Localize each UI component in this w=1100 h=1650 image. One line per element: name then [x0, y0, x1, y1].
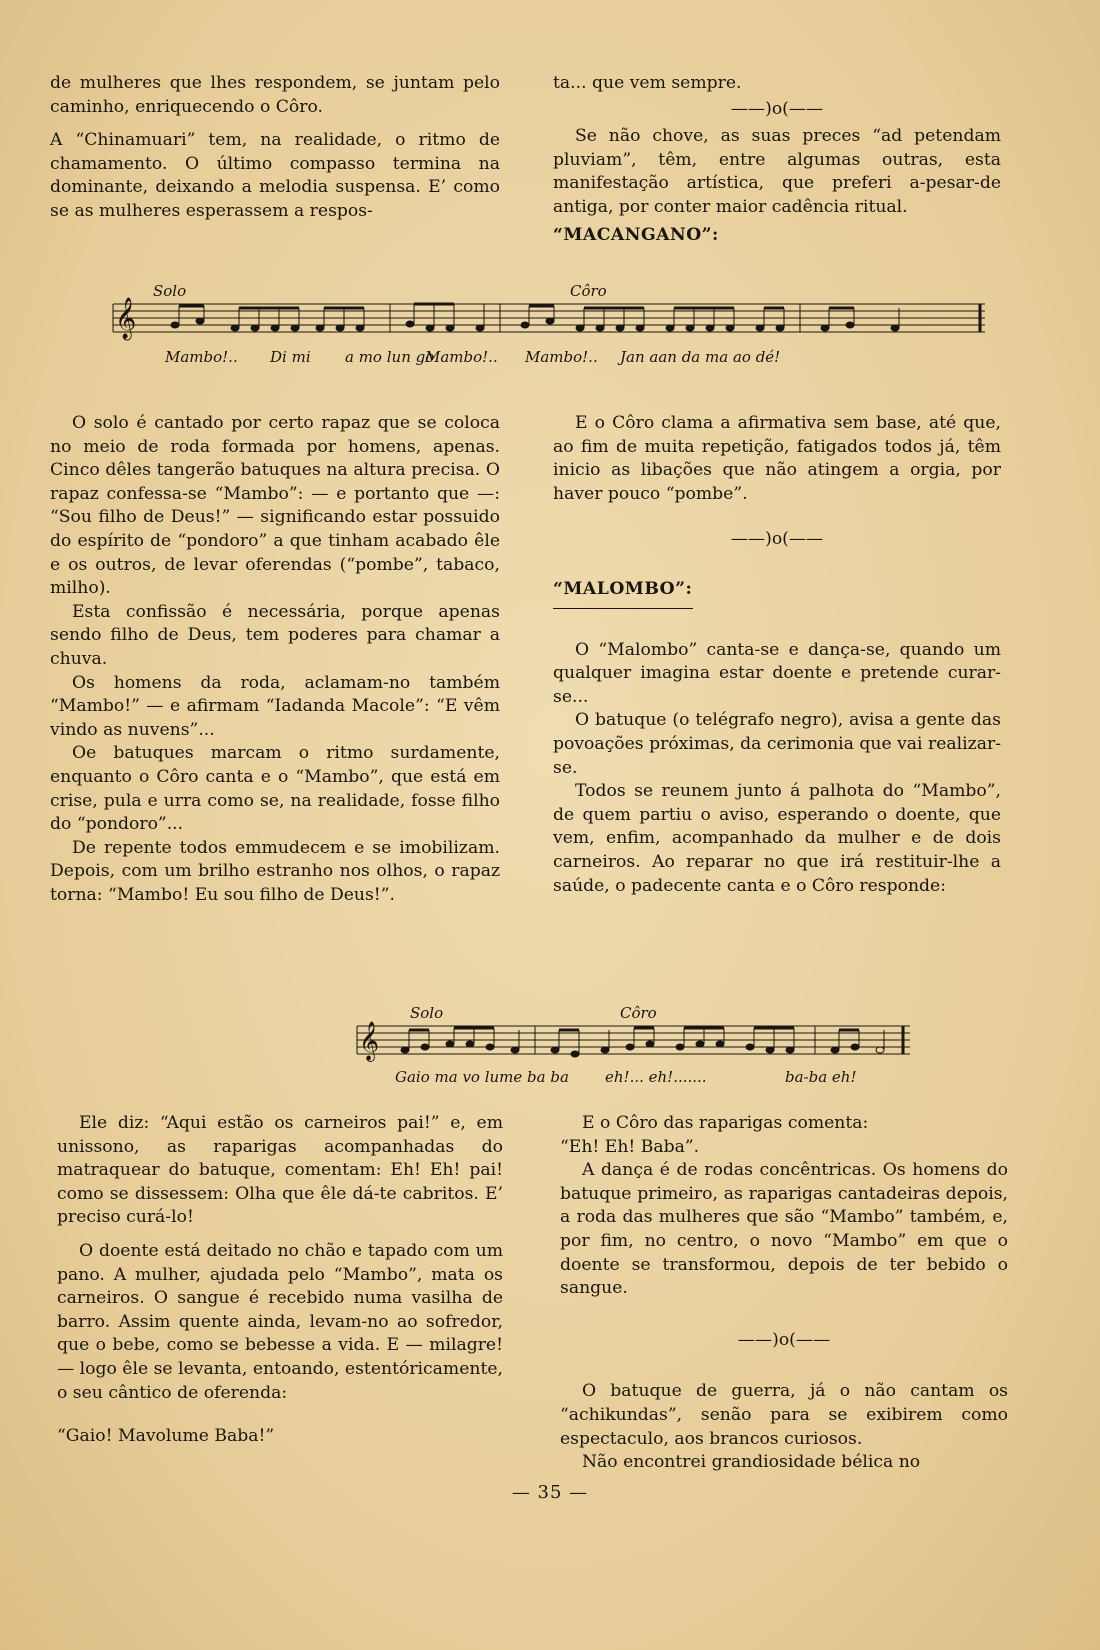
- lyric: ba-ba eh!: [785, 1068, 857, 1086]
- lyric: Mambo!..: [525, 348, 598, 366]
- lyric: Mambo!..: [425, 348, 498, 366]
- paragraph: “Eh! Eh! Baba”.: [560, 1136, 700, 1157]
- paragraph: Esta confissão é necessária, porque apenas sendo filho de Deus, tem poderes para chamar a chuva.: [50, 601, 500, 669]
- solo-label: Solo: [410, 1004, 444, 1022]
- paragraph: A “Chinamuari” tem, na realidade, o ritmo de chamamento. O último compasso termina na dominante, deixando a melodia suspensa. E’ como se as mulheres esperassem a respos-: [50, 130, 500, 221]
- music-score-macangano: [105, 282, 995, 382]
- lyric: Di mi: [270, 348, 311, 366]
- page-number: — 35 —: [511, 1482, 589, 1503]
- treble-clef-icon: 𝄞: [359, 1021, 380, 1061]
- bottom-left-column: [57, 1112, 503, 1459]
- paragraph: de mulheres que lhes respondem, se juntam pelo caminho, enriquecendo o Côro.: [50, 73, 500, 117]
- paragraph: Todos se reunem junto á palhota do “Mambo”, de quem partiu o aviso, esperando o doente, que vem, enfim, acompanhado da mulher e de dois carneiros. Ao reparar no que irá restituir-lhe a saúde, o padecente canta e o Côro responde:: [553, 781, 1001, 896]
- paragraph: O doente está deitado no chão e tapado com um pano. A mulher, ajudada pelo “Mambo”, mata os carneiros. O sangue é recebido numa vasilha de barro. Assim quente ainda, levam-no ao sofredor, que o bebe, como se bebesse a vida. E — milagre! — logo êle se levanta, entoando, estentóricamente, o seu cântico de oferenda:: [57, 1240, 503, 1403]
- paragraph: Não encontrei grandiosidade bélica no: [582, 1452, 921, 1473]
- paragraph: ta... que vem sempre.: [553, 73, 742, 93]
- top-left-column: [50, 72, 500, 224]
- paragraph: De repente todos emmudecem e se imobilizam. Depois, com um brilho estranho nos olhos, o rapaz torna: “Mambo! Eu sou filho de Deus!”.: [50, 837, 500, 905]
- lyric: eh!... eh!.......: [605, 1068, 707, 1086]
- section-separator: ——)o(——: [730, 529, 824, 550]
- paragraph: O “Malombo” canta-se e dança-se, quando um qualquer imagina estar doente e pretende curar-se...: [553, 639, 1001, 707]
- mid-right-column: [553, 412, 1001, 898]
- bottom-right-column: [560, 1112, 1008, 1475]
- coro-label: Côro: [570, 282, 607, 300]
- music-score-malombo: [355, 1000, 915, 1090]
- section-heading: “MALOMBO”:: [553, 578, 693, 599]
- section-separator: ——)o(——: [737, 1329, 831, 1350]
- heading-underline: [553, 608, 693, 609]
- mid-left-column: [50, 412, 500, 907]
- paragraph: E o Côro clama a afirmativa sem base, até que, ao fim de muita repetição, fatigados todos já, têm inicio as libações que não atingem a orgia, por haver pouco “pombe”.: [553, 413, 1001, 504]
- paragraph: A dança é de rodas concêntricas. Os homens do batuque primeiro, as raparigas cantadeiras depois, a roda das mulheres que são “Mambo” também, e, por fim, no centro, o novo “Mambo” em que o doente se transformou, depois de ter bebido o sangue.: [560, 1160, 1008, 1299]
- lyric: Jan aan da ma ao dé!: [620, 348, 781, 366]
- treble-clef-icon: 𝄞: [115, 298, 137, 339]
- paragraph: Ele diz: “Aqui estão os carneiros pai!” e, em unissono, as raparigas acompanhadas do matraquear do batuque, comentam: Eh! Eh! pai! como se dissessem: Olha que êle dá-te cabritos. E’ preciso curá-lo!: [57, 1113, 503, 1228]
- solo-label: Solo: [153, 282, 187, 300]
- quoted-chant: “Gaio! Mavolume Baba!”: [57, 1426, 275, 1447]
- paragraph: Oe batuques marcam o ritmo surdamente, enquanto o Côro canta e o “Mambo”, que está em crise, pula e urra como se, na realidade, fosse filho do “pondoro”...: [50, 743, 500, 835]
- top-right-column: [553, 72, 1001, 247]
- section-separator: ——)o(——: [730, 98, 824, 119]
- lyric: Gaio ma vo lume ba ba: [395, 1068, 569, 1086]
- paragraph: E o Côro das raparigas comenta:: [582, 1113, 869, 1133]
- paragraph: Se não chove, as suas preces “ad petendam pluviam”, têm, entre algumas outras, esta manifestação artística, que preferi a-pesar-de antiga, por conter maior cadência ritual.: [553, 126, 1001, 217]
- coro-label: Côro: [620, 1004, 657, 1022]
- lyric: Mambo!..: [165, 348, 238, 366]
- paragraph: O batuque de guerra, já o não cantam os “achikundas”, senão para se exibirem como espectaculo, aos brancos curiosos.: [560, 1381, 1008, 1449]
- section-heading: “MACANGANO”:: [553, 224, 719, 245]
- lyric: a mo lun go: [345, 348, 435, 366]
- paragraph: O solo é cantado por certo rapaz que se coloca no meio de roda formada por homens, apenas. Cinco dêles tangerão batuques na altura precisa. O rapaz confessa-se “Mambo”: — e portanto que —: “Sou filho de Deus!” — significando estar possuido do espírito de “pondoro” a que tinham acabado êle e os outros, de levar oferendas (“pombe”, tabaco, milho).: [50, 413, 500, 599]
- paragraph: Os homens da roda, aclamam-no também “Mambo!” — e afirmam “Iadanda Macole”: “E vêm vindo as nuvens”...: [50, 672, 500, 740]
- music-notes: [401, 1028, 884, 1057]
- paragraph: O batuque (o telégrafo negro), avisa a gente das povoações próximas, da cerimonia que vai realizar-se.: [553, 710, 1001, 778]
